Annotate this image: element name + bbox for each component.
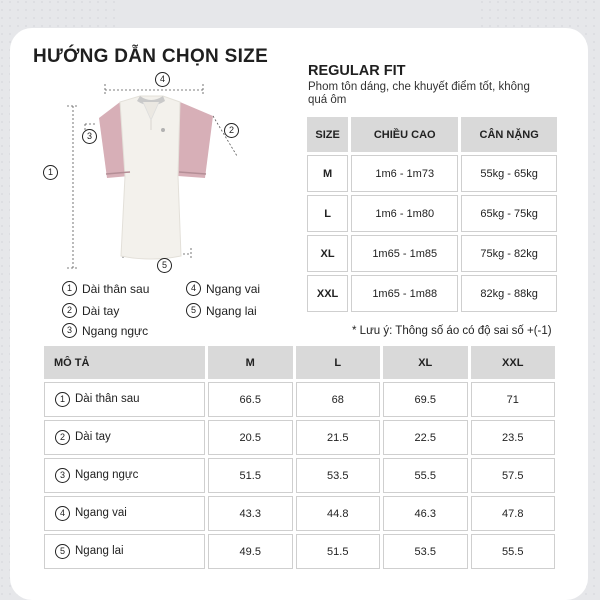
marker-2: 2 <box>224 123 239 138</box>
marker-1: 1 <box>43 165 58 180</box>
table-row: 5 Ngang lai 49.5 51.5 53.5 55.5 <box>44 534 555 569</box>
legend-item-1: 1 Dài thân sau <box>62 281 149 296</box>
description-header: MÔ TẢ <box>44 346 205 379</box>
table-row: XXL 1m65 - 1m88 82kg - 88kg <box>307 275 557 312</box>
page-title: HƯỚNG DẪN CHỌN SIZE <box>33 46 269 67</box>
tolerance-note: * Lưu ý: Thông số áo có độ sai số +(-1) <box>352 325 552 337</box>
legend-item-3: 3 Ngang ngực <box>62 323 148 338</box>
size-m-header: M <box>208 346 293 379</box>
size-xl-header: XL <box>383 346 468 379</box>
legend-item-5: 5 Ngang lai <box>186 303 257 318</box>
polo-shirt-diagram <box>45 68 255 278</box>
table-row: L 1m6 - 1m80 65kg - 75kg <box>307 195 557 232</box>
height-header: CHIỀU CAO <box>351 117 458 152</box>
table-row: 2 Dài tay 20.5 21.5 22.5 23.5 <box>44 420 555 455</box>
marker-5: 5 <box>157 258 172 273</box>
fit-description: Phom tôn dáng, che khuyết điểm tốt, không quá ôm <box>308 81 530 106</box>
table-row: XL 1m65 - 1m85 75kg - 82kg <box>307 235 557 272</box>
measurement-table <box>41 343 558 572</box>
weight-header: CÂN NẶNG <box>461 117 557 152</box>
table-row: 3 Ngang ngực 51.5 53.5 55.5 57.5 <box>44 458 555 493</box>
table-row: M 1m6 - 1m73 55kg - 65kg <box>307 155 557 192</box>
marker-3: 3 <box>82 129 97 144</box>
table-row: 4 Ngang vai 43.3 44.8 46.3 47.8 <box>44 496 555 531</box>
legend-item-2: 2 Dài tay <box>62 303 119 318</box>
size-xxl-header: XXL <box>471 346 556 379</box>
table-row: 1 Dài thân sau 66.5 68 69.5 71 <box>44 382 555 417</box>
fit-title: REGULAR FIT <box>308 63 406 79</box>
size-recommendation-table <box>304 114 560 315</box>
size-l-header: L <box>296 346 381 379</box>
legend-item-4: 4 Ngang vai <box>186 281 260 296</box>
size-header: SIZE <box>307 117 348 152</box>
marker-4: 4 <box>155 72 170 87</box>
